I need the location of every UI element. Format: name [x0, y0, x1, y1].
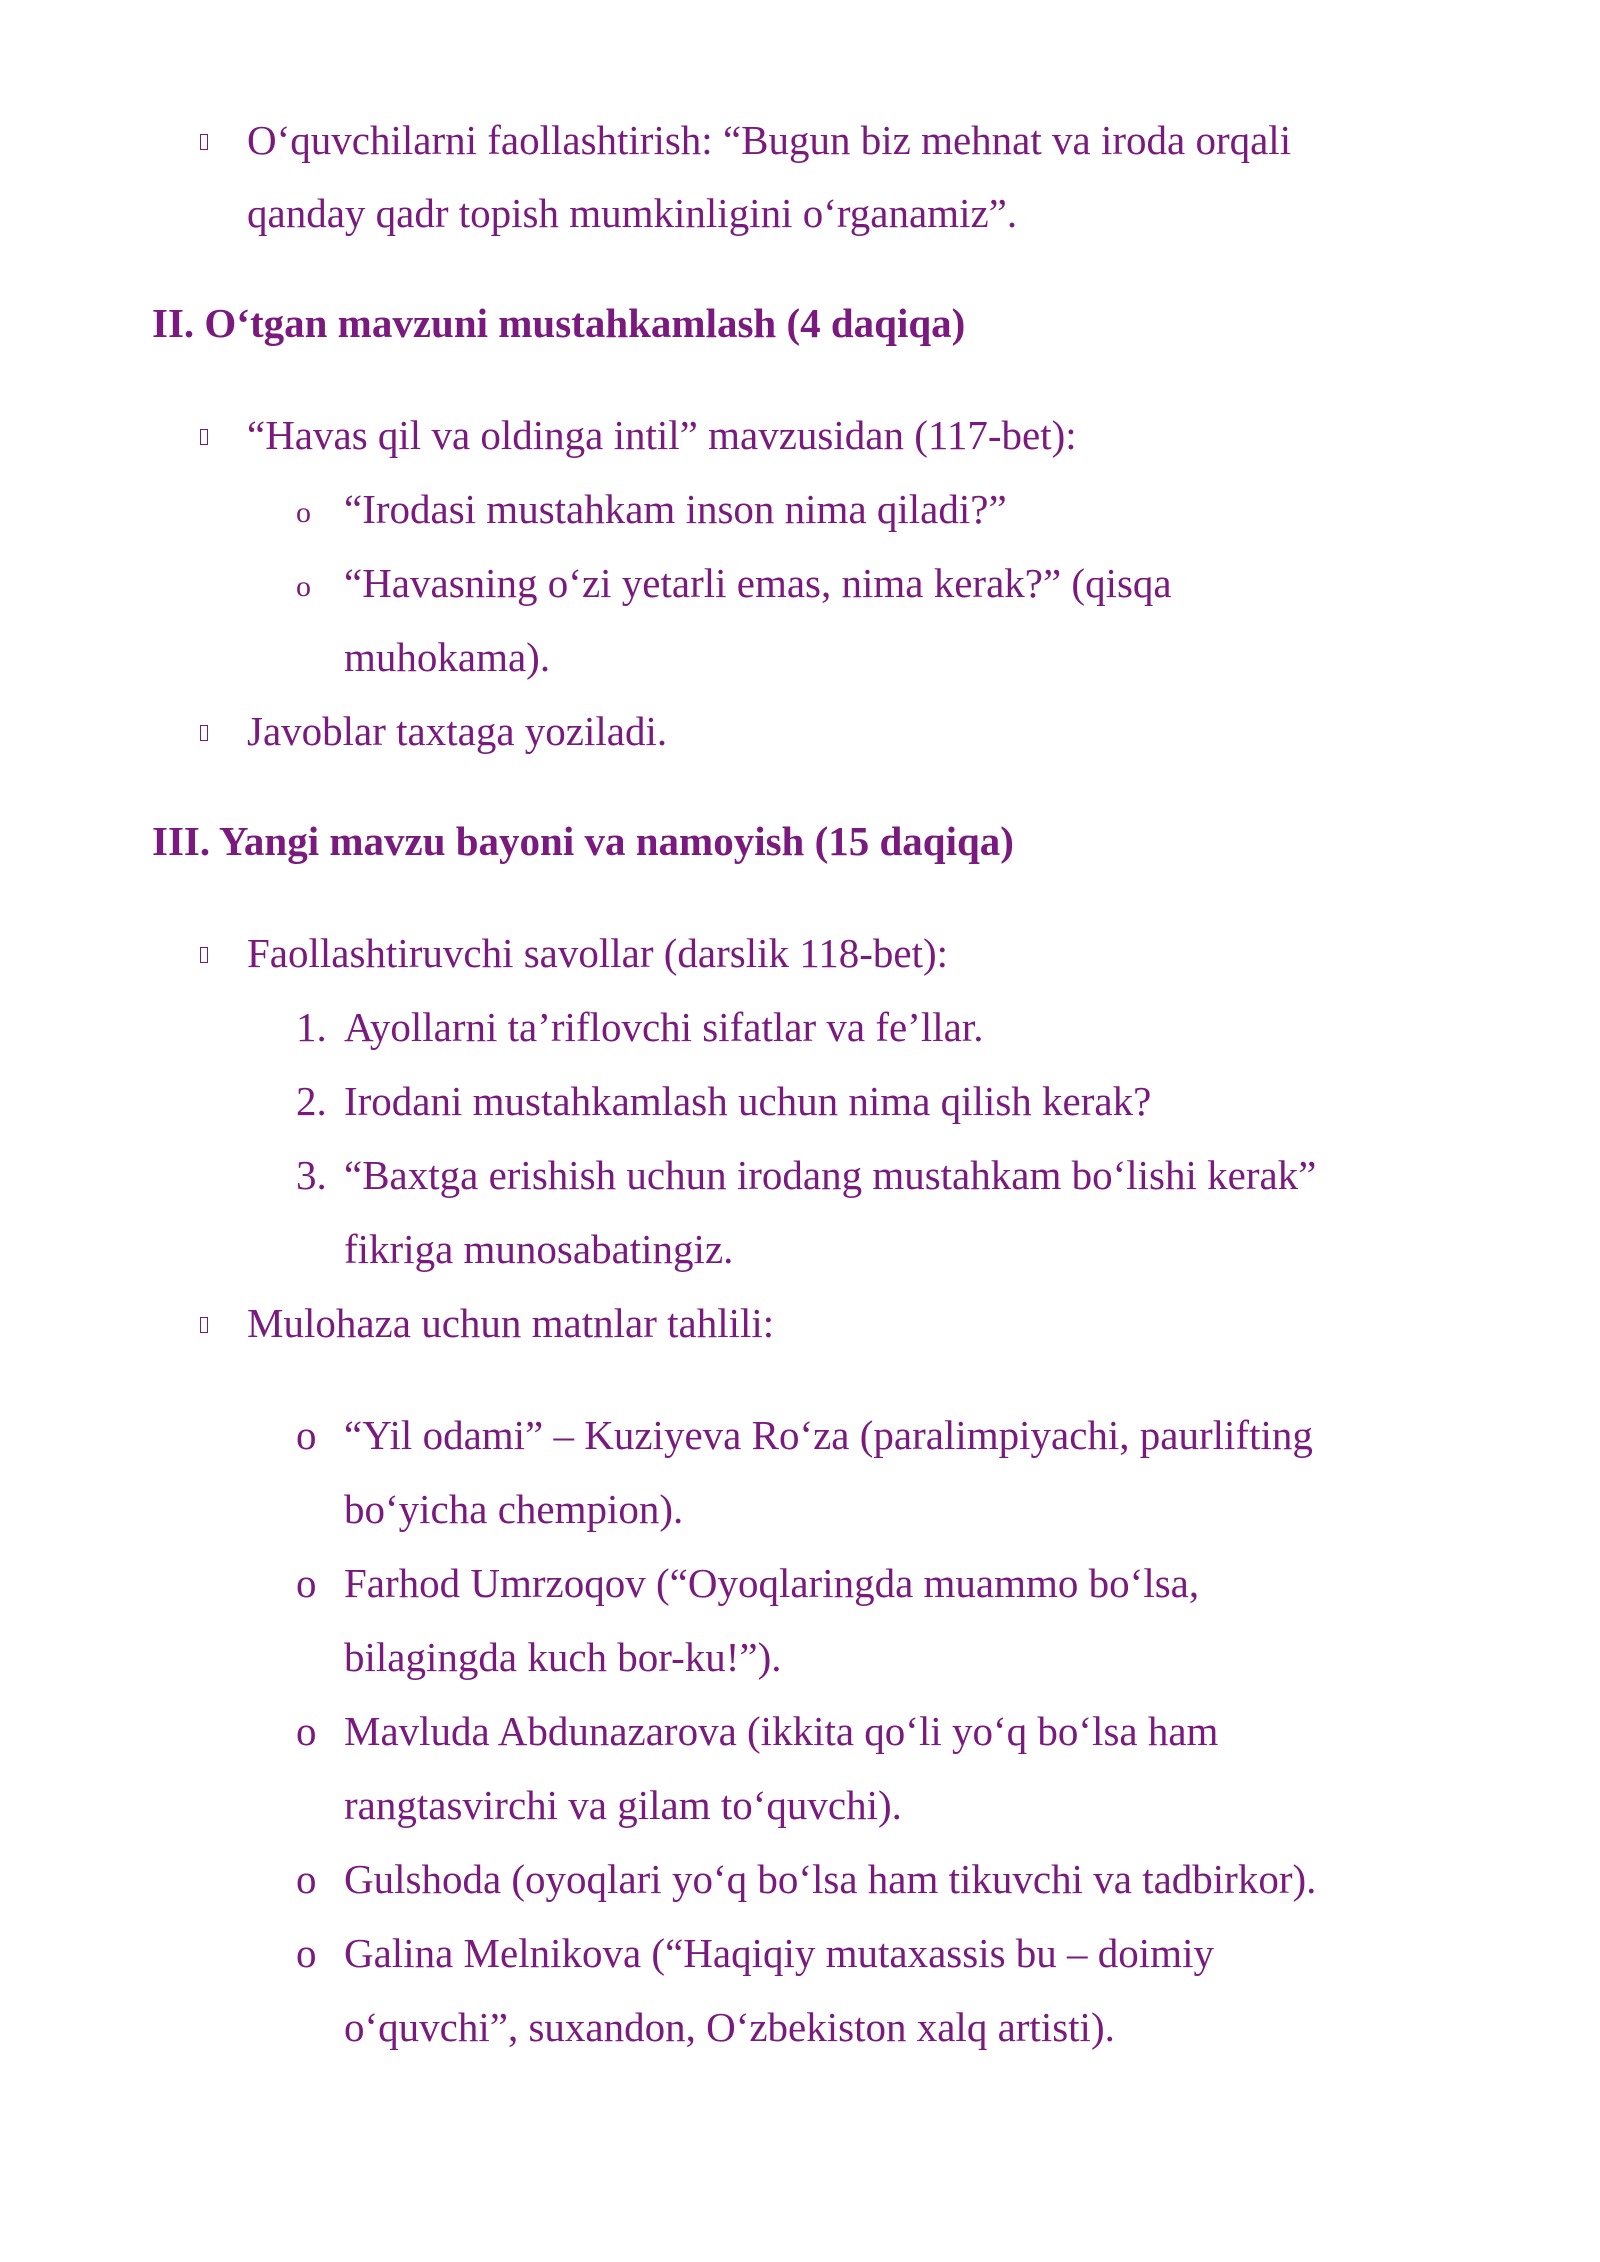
sub-bullet-text: bo‘yicha chempion).	[344, 1486, 684, 1532]
section-heading: II. O‘tgan mavzuni mustahkamlash (4 daqiqa)	[152, 300, 966, 346]
bullet-text: Javoblar taxtaga yoziladi.	[247, 708, 668, 754]
sub-bullet-text: Galina Melnikova (“Haqiqiy mutaxassis bu – doimiy	[344, 1930, 1214, 1976]
sub-bullet-marker: o	[296, 1560, 317, 1606]
sub-bullet-text: Mavluda Abdunazarova (ikkita qo‘li yo‘q bo‘lsa ham	[344, 1708, 1219, 1754]
section-heading: III. Yangi mavzu bayoni va namoyish (15 daqiqa)	[152, 818, 1014, 864]
sub-bullet-marker: o	[296, 496, 311, 529]
sub-bullet-marker: o	[296, 1412, 317, 1458]
sub-bullet-text: o‘quvchi”, suxandon, O‘zbekiston xalq artisti).	[344, 2004, 1115, 2050]
list-number: 3.	[296, 1152, 327, 1198]
bullet-text: “Havas qil va oldinga intil” mavzusidan (117-bet):	[247, 412, 1077, 458]
sub-bullet-text: “Havasning o‘zi yetarli emas, nima kerak?” (qisqa	[344, 560, 1172, 606]
sub-bullet-text: Gulshoda (oyoqlari yo‘q bo‘lsa ham tikuvchi va tadbirkor).	[344, 1856, 1317, 1902]
bullet-icon	[200, 134, 208, 150]
bullet-text: qanday qadr topish mumkinligini o‘rganamiz”.	[247, 190, 1018, 236]
numbered-item-text: Ayollarni ta’riflovchi sifatlar va fe’llar.	[344, 1004, 984, 1050]
bullet-text: Mulohaza uchun matnlar tahlili:	[247, 1300, 775, 1346]
sub-bullet-marker: o	[296, 1930, 317, 1976]
sub-bullet-text: rangtasvirchi va gilam to‘quvchi).	[344, 1782, 902, 1828]
list-number: 1.	[296, 1004, 327, 1050]
sub-bullet-text: muhokama).	[344, 634, 551, 680]
bullet-text: Faollashtiruvchi savollar (darslik 118-bet):	[247, 930, 949, 976]
bullet-icon	[200, 947, 208, 963]
sub-bullet-text: bilagingda kuch bor-ku!”).	[344, 1634, 782, 1680]
sub-bullet-text: Farhod Umrzoqov (“Oyoqlaringda muammo bo‘lsa,	[344, 1560, 1200, 1606]
sub-bullet-text: “Yil odami” – Kuziyeva Ro‘za (paralimpiyachi, paurlifting	[344, 1412, 1313, 1458]
sub-bullet-marker: o	[296, 1708, 317, 1754]
sub-bullet-text: “Irodasi mustahkam inson nima qiladi?”	[344, 486, 1007, 532]
sub-bullet-marker: o	[296, 1856, 317, 1902]
numbered-item-text: fikriga munosabatingiz.	[344, 1226, 734, 1272]
numbered-item-text: Irodani mustahkamlash uchun nima qilish kerak?	[344, 1078, 1152, 1124]
list-number: 2.	[296, 1078, 327, 1124]
bullet-icon	[200, 1317, 208, 1333]
numbered-item-text: “Baxtga erishish uchun irodang mustahkam bo‘lishi kerak”	[344, 1152, 1317, 1198]
bullet-icon	[200, 725, 208, 741]
sub-bullet-marker: o	[296, 570, 311, 603]
bullet-text: O‘quvchilarni faollashtirish: “Bugun biz mehnat va iroda orqali	[247, 117, 1292, 163]
bullet-icon	[200, 429, 208, 445]
